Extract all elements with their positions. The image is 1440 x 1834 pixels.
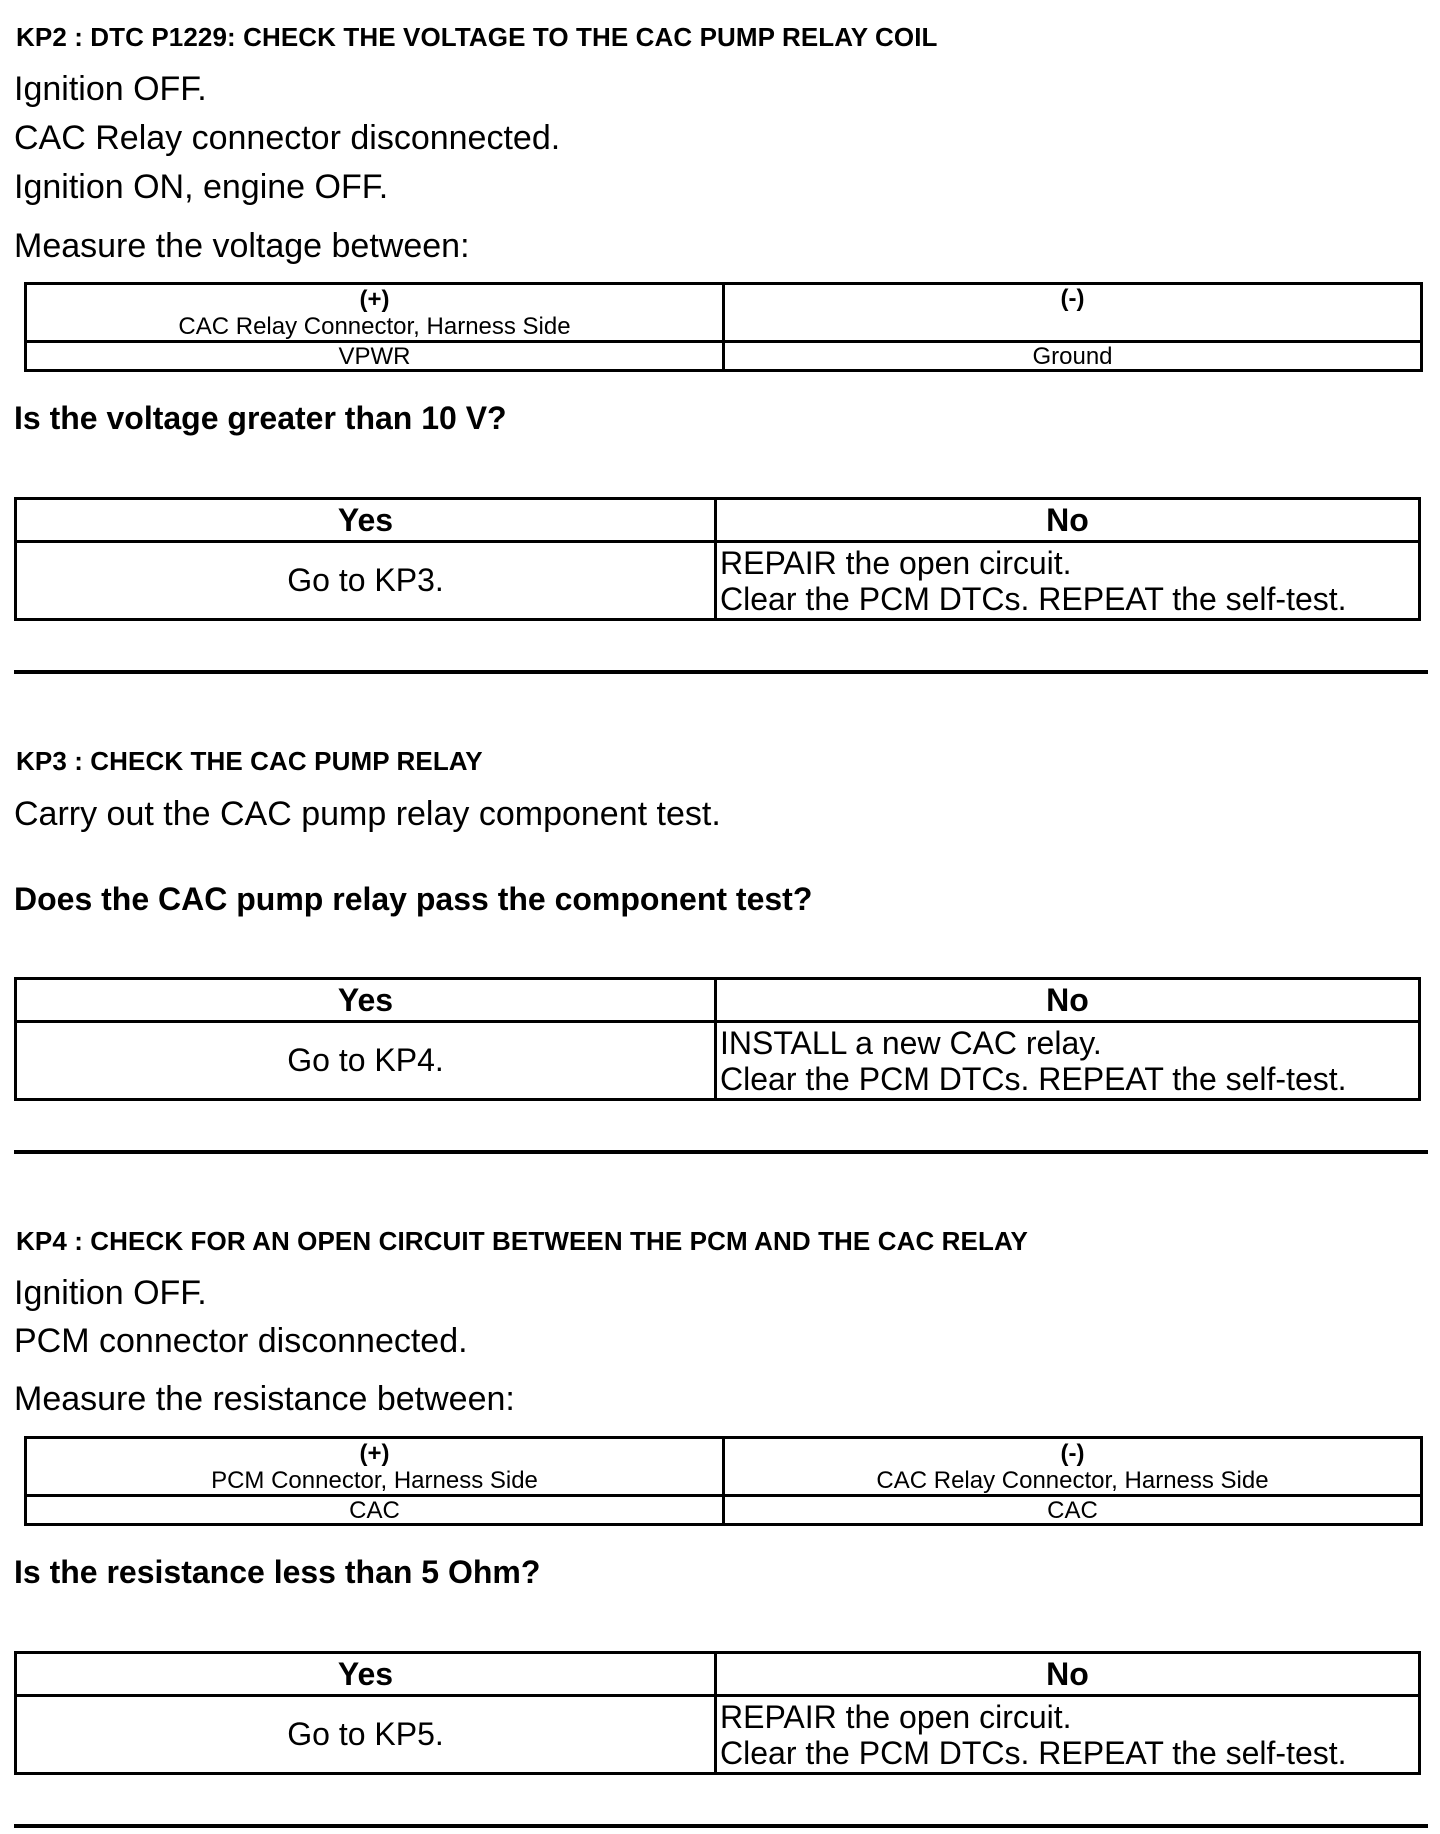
kp2-plus-header — [26, 284, 724, 342]
section-divider — [14, 1150, 1428, 1154]
kp3-yes-action: Go to KP4. — [16, 1022, 716, 1100]
kp4-plus-label: PCM Connector, Harness Side — [211, 1466, 538, 1494]
kp4-measure-table — [24, 1436, 1423, 1526]
kp3-result-table — [14, 977, 1421, 1101]
kp4-yes-header: Yes — [16, 1653, 716, 1696]
plus-sign: (+) — [359, 285, 390, 313]
kp4-step-2: PCM connector disconnected. — [14, 1322, 468, 1360]
kp3-question: Does the CAC pump relay pass the component test? — [14, 881, 813, 917]
kp3-yes-header: Yes — [16, 979, 716, 1022]
kp2-minus-value: Ground — [724, 342, 1422, 371]
kp2-step-1: Ignition OFF. — [14, 70, 207, 108]
kp4-question: Is the resistance less than 5 Ohm? — [14, 1554, 541, 1590]
kp4-plus-value: CAC — [26, 1496, 724, 1525]
kp3-no-action — [716, 1022, 1420, 1100]
kp3-no-header: No — [716, 979, 1420, 1022]
kp2-no-line-1: REPAIR the open circuit. — [720, 544, 1072, 581]
kp4-no-line-2: Clear the PCM DTCs. REPEAT the self-test. — [720, 1734, 1347, 1771]
kp2-step-2: CAC Relay connector disconnected. — [14, 119, 561, 157]
kp4-result-table — [14, 1651, 1421, 1775]
minus-sign: (-) — [1060, 1439, 1085, 1467]
kp4-minus-label: CAC Relay Connector, Harness Side — [876, 1466, 1269, 1494]
kp4-minus-header — [724, 1438, 1422, 1496]
kp4-measure-label: Measure the resistance between: — [14, 1380, 515, 1418]
section-divider — [14, 1824, 1428, 1828]
kp4-yes-action: Go to KP5. — [16, 1696, 716, 1774]
kp2-measure-table — [24, 282, 1423, 372]
kp2-result-table — [14, 497, 1421, 621]
kp2-measure-label: Measure the voltage between: — [14, 227, 470, 265]
kp2-step-3: Ignition ON, engine OFF. — [14, 168, 389, 206]
kp4-title: KP4 : CHECK FOR AN OPEN CIRCUIT BETWEEN THE PCM AND THE CAC RELAY — [16, 1226, 1028, 1256]
minus-sign: (-) — [1060, 285, 1085, 312]
kp3-no-line-1: INSTALL a new CAC relay. — [720, 1024, 1102, 1061]
plus-sign: (+) — [359, 1439, 390, 1467]
kp3-step-1: Carry out the CAC pump relay component test. — [14, 795, 721, 833]
kp3-title: KP3 : CHECK THE CAC PUMP RELAY — [16, 746, 483, 776]
kp2-title: KP2 : DTC P1229: CHECK THE VOLTAGE TO THE CAC PUMP RELAY COIL — [16, 22, 938, 52]
kp4-no-header: No — [716, 1653, 1420, 1696]
section-divider — [14, 670, 1428, 674]
kp2-yes-header: Yes — [16, 499, 716, 542]
kp2-no-header: No — [716, 499, 1420, 542]
kp4-minus-value: CAC — [724, 1496, 1422, 1525]
kp2-minus-header — [724, 284, 1422, 342]
kp2-no-line-2: Clear the PCM DTCs. REPEAT the self-test. — [720, 580, 1347, 617]
kp2-no-action — [716, 542, 1420, 620]
kp2-yes-action: Go to KP3. — [16, 542, 716, 620]
kp2-plus-value: VPWR — [26, 342, 724, 371]
kp2-plus-label: CAC Relay Connector, Harness Side — [178, 312, 571, 340]
kp4-no-line-1: REPAIR the open circuit. — [720, 1698, 1072, 1735]
kp2-question: Is the voltage greater than 10 V? — [14, 400, 507, 436]
kp4-plus-header — [26, 1438, 724, 1496]
kp4-no-action — [716, 1696, 1420, 1774]
kp3-no-line-2: Clear the PCM DTCs. REPEAT the self-test. — [720, 1060, 1347, 1097]
kp4-step-1: Ignition OFF. — [14, 1274, 207, 1312]
